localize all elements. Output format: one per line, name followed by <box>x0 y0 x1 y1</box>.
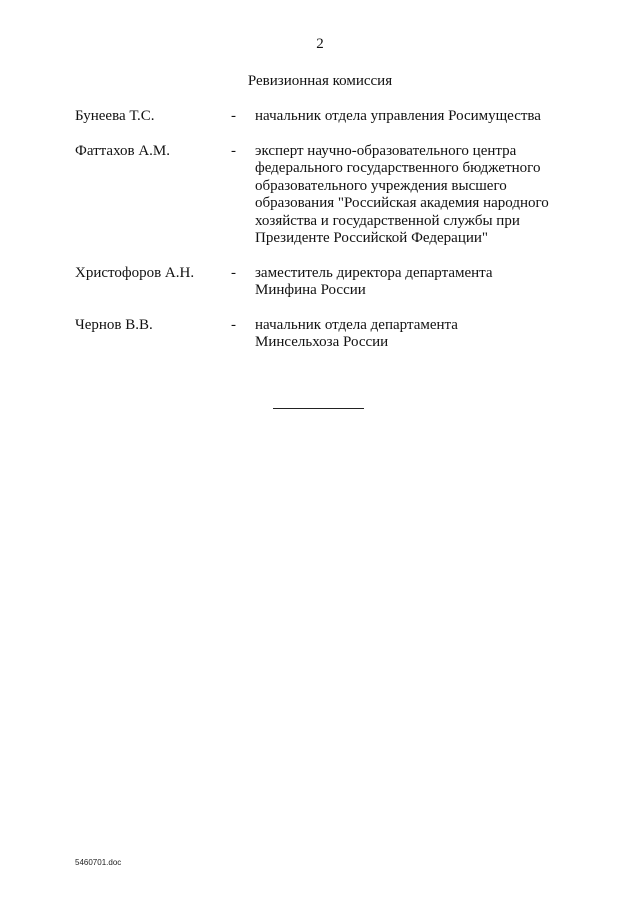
position-line: начальник отдела департамента <box>255 316 458 333</box>
member-position <box>255 108 575 126</box>
member-position <box>255 143 575 248</box>
member-dash: - <box>231 142 236 159</box>
position-line: заместитель директора департамента <box>255 264 493 281</box>
end-of-list-rule <box>273 408 364 409</box>
member-name: Бунеева Т.С. <box>75 108 155 124</box>
position-line: начальник отдела управления Росимущества <box>255 108 541 124</box>
member-name: Чернов В.В. <box>75 316 153 333</box>
footer-file-name: 5460701.doc <box>75 858 122 867</box>
member-name: Фаттахов А.М. <box>75 142 171 159</box>
member-dash: - <box>231 264 236 281</box>
position-line: Минфина России <box>255 282 366 298</box>
member-row <box>75 265 575 300</box>
member-dash: - <box>231 108 236 124</box>
member-position <box>255 265 575 300</box>
member-row <box>75 317 575 352</box>
position-line: эксперт научно-образовательного центра <box>255 142 517 159</box>
member-position <box>255 317 575 352</box>
position-line: федерального государственного бюджетного <box>255 160 541 176</box>
position-line: образовательного учреждения высшего <box>255 177 507 194</box>
position-line: Президенте Российской Федерации" <box>255 230 489 246</box>
position-line: образования "Российская академия народного <box>255 195 549 211</box>
section-title: Ревизионная комиссия <box>247 73 393 89</box>
position-line: Минсельхоза России <box>255 334 389 350</box>
member-name: Христофоров А.Н. <box>75 264 195 281</box>
member-dash: - <box>231 316 236 333</box>
position-line: хозяйства и государственной службы при <box>255 212 520 229</box>
members-list <box>75 108 575 369</box>
member-row <box>75 143 575 248</box>
page-number: 2 <box>316 36 324 52</box>
member-row <box>75 108 575 126</box>
